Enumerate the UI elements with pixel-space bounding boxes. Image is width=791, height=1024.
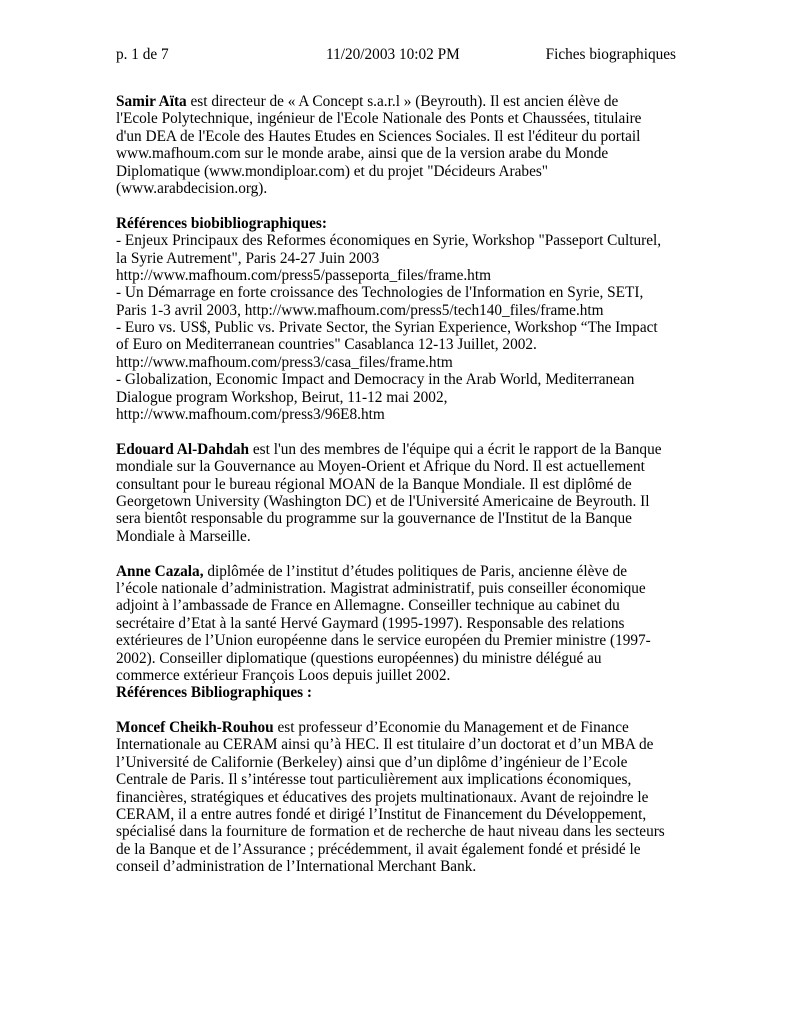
bio-text-line: commerce extérieur François Loos depuis juillet 2002. [116, 666, 451, 684]
ref-line: - Enjeux Principaux des Reformes économiques en Syrie, Workshop "Passeport Culturel, [116, 232, 662, 250]
bio-text-line: diplômée de l’institut d’études politiques de Paris, ancienne élève de [203, 562, 628, 580]
bio-text-line: sera bientôt responsable du programme sur la gouvernance de l'Institut de la Banque [116, 510, 632, 528]
bio-text-line: consultant pour le bureau régional MOAN de la Banque Mondiale. Il est diplômé de [116, 475, 632, 493]
page-header [116, 46, 676, 66]
bio-text-line: d'un DEA de l'Ecole des Hautes Etudes en Sciences Sociales. Il est l'éditeur du portail [116, 127, 641, 145]
bio-text-line: Mondiale à Marseille. [116, 527, 251, 545]
bio-name: Samir Aïta [116, 93, 187, 110]
header-title: Fiches biographiques [545, 46, 676, 63]
bio-aita [116, 93, 676, 197]
bio-text-line: l’Université de Californie (Berkeley) ainsi que d’un diplôme d’ingénieur de l’Ecole [116, 753, 628, 771]
ref-line: - Un Démarrage en forte croissance des Technologies de l'Information en Syrie, SETI, [116, 284, 644, 302]
bio-text-line: Diplomatique (www.mondiploar.com) et du projet "Décideurs Arabes" [116, 162, 549, 180]
bio-text-line: (www.arabdecision.org). [116, 179, 268, 197]
bio-name: Moncef Cheikh-Rouhou [116, 719, 274, 737]
bio-name: Anne Cazala, [116, 562, 204, 580]
bio-name: Edouard Al-Dahdah [116, 440, 250, 458]
bio-text-line: spécialisé dans la fourniture de formation et de recherche de haut niveau dans les secteurs [116, 823, 665, 841]
page-number: p. 1 de 7 [116, 46, 169, 63]
bio-dahdah [116, 441, 676, 545]
bio-rouhou [116, 719, 676, 876]
ref-line: Dialogue program Workshop, Beirut, 11-12 mai 2002, [116, 388, 448, 406]
bio-text-line: conseil d’administration de l’International Merchant Bank. [116, 858, 477, 876]
ref-url: http://www.mafhoum.com/press3/96E8.htm [116, 406, 385, 424]
bio-text-line: Centrale de Paris. Il s’intéresse tout particulièrement aux implications économiques, [116, 771, 632, 789]
bio-text-line: 2002). Conseiller diplomatique (questions européennes) du ministre délégué au [116, 649, 602, 667]
bio-text-line: est l'un des membres de l'équipe qui a écrit le rapport de la Banque [249, 440, 662, 458]
refs-heading: Références Bibliographiques : [116, 684, 313, 702]
bio-text-line: www.mafhoum.com sur le monde arabe, ainsi que de la version arabe du Monde [116, 145, 609, 163]
refs-heading: Références biobibliographiques: [116, 214, 327, 232]
ref-url: http://www.mafhoum.com/press5/passeporta_files/frame.htm [116, 266, 491, 284]
bio-text-line: secrétaire d’Etat à la santé Hervé Gaymard (1995-1997). Responsable des relations [116, 614, 625, 632]
bio-text-line: CERAM, il a entre autres fondé et dirigé l’Institut de Financement du Développement, [116, 806, 647, 824]
bio-text-line: Georgetown University (Washington DC) et de l'Université Americaine de Beyrouth. Il [116, 492, 650, 510]
bio-text-line: financières, stratégiques et éducatives des projets multinationaux. Avant de rejoindre le [116, 788, 649, 806]
ref-line: - Euro vs. US$, Public vs. Private Sector, the Syrian Experience, Workshop “The Impact [116, 319, 658, 337]
bio-cazala [116, 563, 676, 702]
bio-text-line: est directeur de « A Concept s.a.r.l » (Beyrouth). Il est ancien élève de [186, 93, 619, 110]
bio-text-line: l'Ecole Polytechnique, ingénieur de l'Ecole Nationale des Ponts et Chaussées, titulaire [116, 110, 642, 128]
ref-line: la Syrie Autrement", Paris 24-27 Juin 2003 [116, 249, 380, 267]
header-datetime: 11/20/2003 10:02 PM [326, 46, 460, 63]
ref-url: http://www.mafhoum.com/press3/casa_files/frame.htm [116, 353, 453, 371]
bio-text-line: extérieures de l’Union européenne dans le service européen du Premier ministre (1997- [116, 632, 651, 650]
ref-line: Paris 1-3 avril 2003, http://www.mafhoum.com/press5/tech140_files/frame.htm [116, 301, 604, 319]
bio-text-line: mondiale sur la Gouvernance au Moyen-Orient et Afrique du Nord. Il est actuellement [116, 458, 645, 476]
bio-text-line: Internationale au CERAM ainsi qu’à HEC. Il est titulaire d’un doctorat et d’un MBA de [116, 736, 654, 754]
bio-text-line: est professeur d’Economie du Management et de Finance [273, 719, 629, 737]
bio-text-line: de la Banque et de l’Assurance ; précédemment, il avait également fondé et présidé le [116, 840, 641, 858]
refs-aita [116, 215, 676, 424]
ref-line: of Euro on Mediterranean countries" Casablanca 12-13 Juillet, 2002. [116, 336, 537, 354]
bio-text-line: adjoint à l’ambassade de France en Allemagne. Conseiller technique au cabinet du [116, 597, 620, 615]
bio-text-line: l’école nationale d’administration. Magistrat administratif, puis conseiller économique [116, 579, 646, 597]
document-body [116, 93, 676, 876]
ref-line: - Globalization, Economic Impact and Democracy in the Arab World, Mediterranean [116, 371, 635, 389]
